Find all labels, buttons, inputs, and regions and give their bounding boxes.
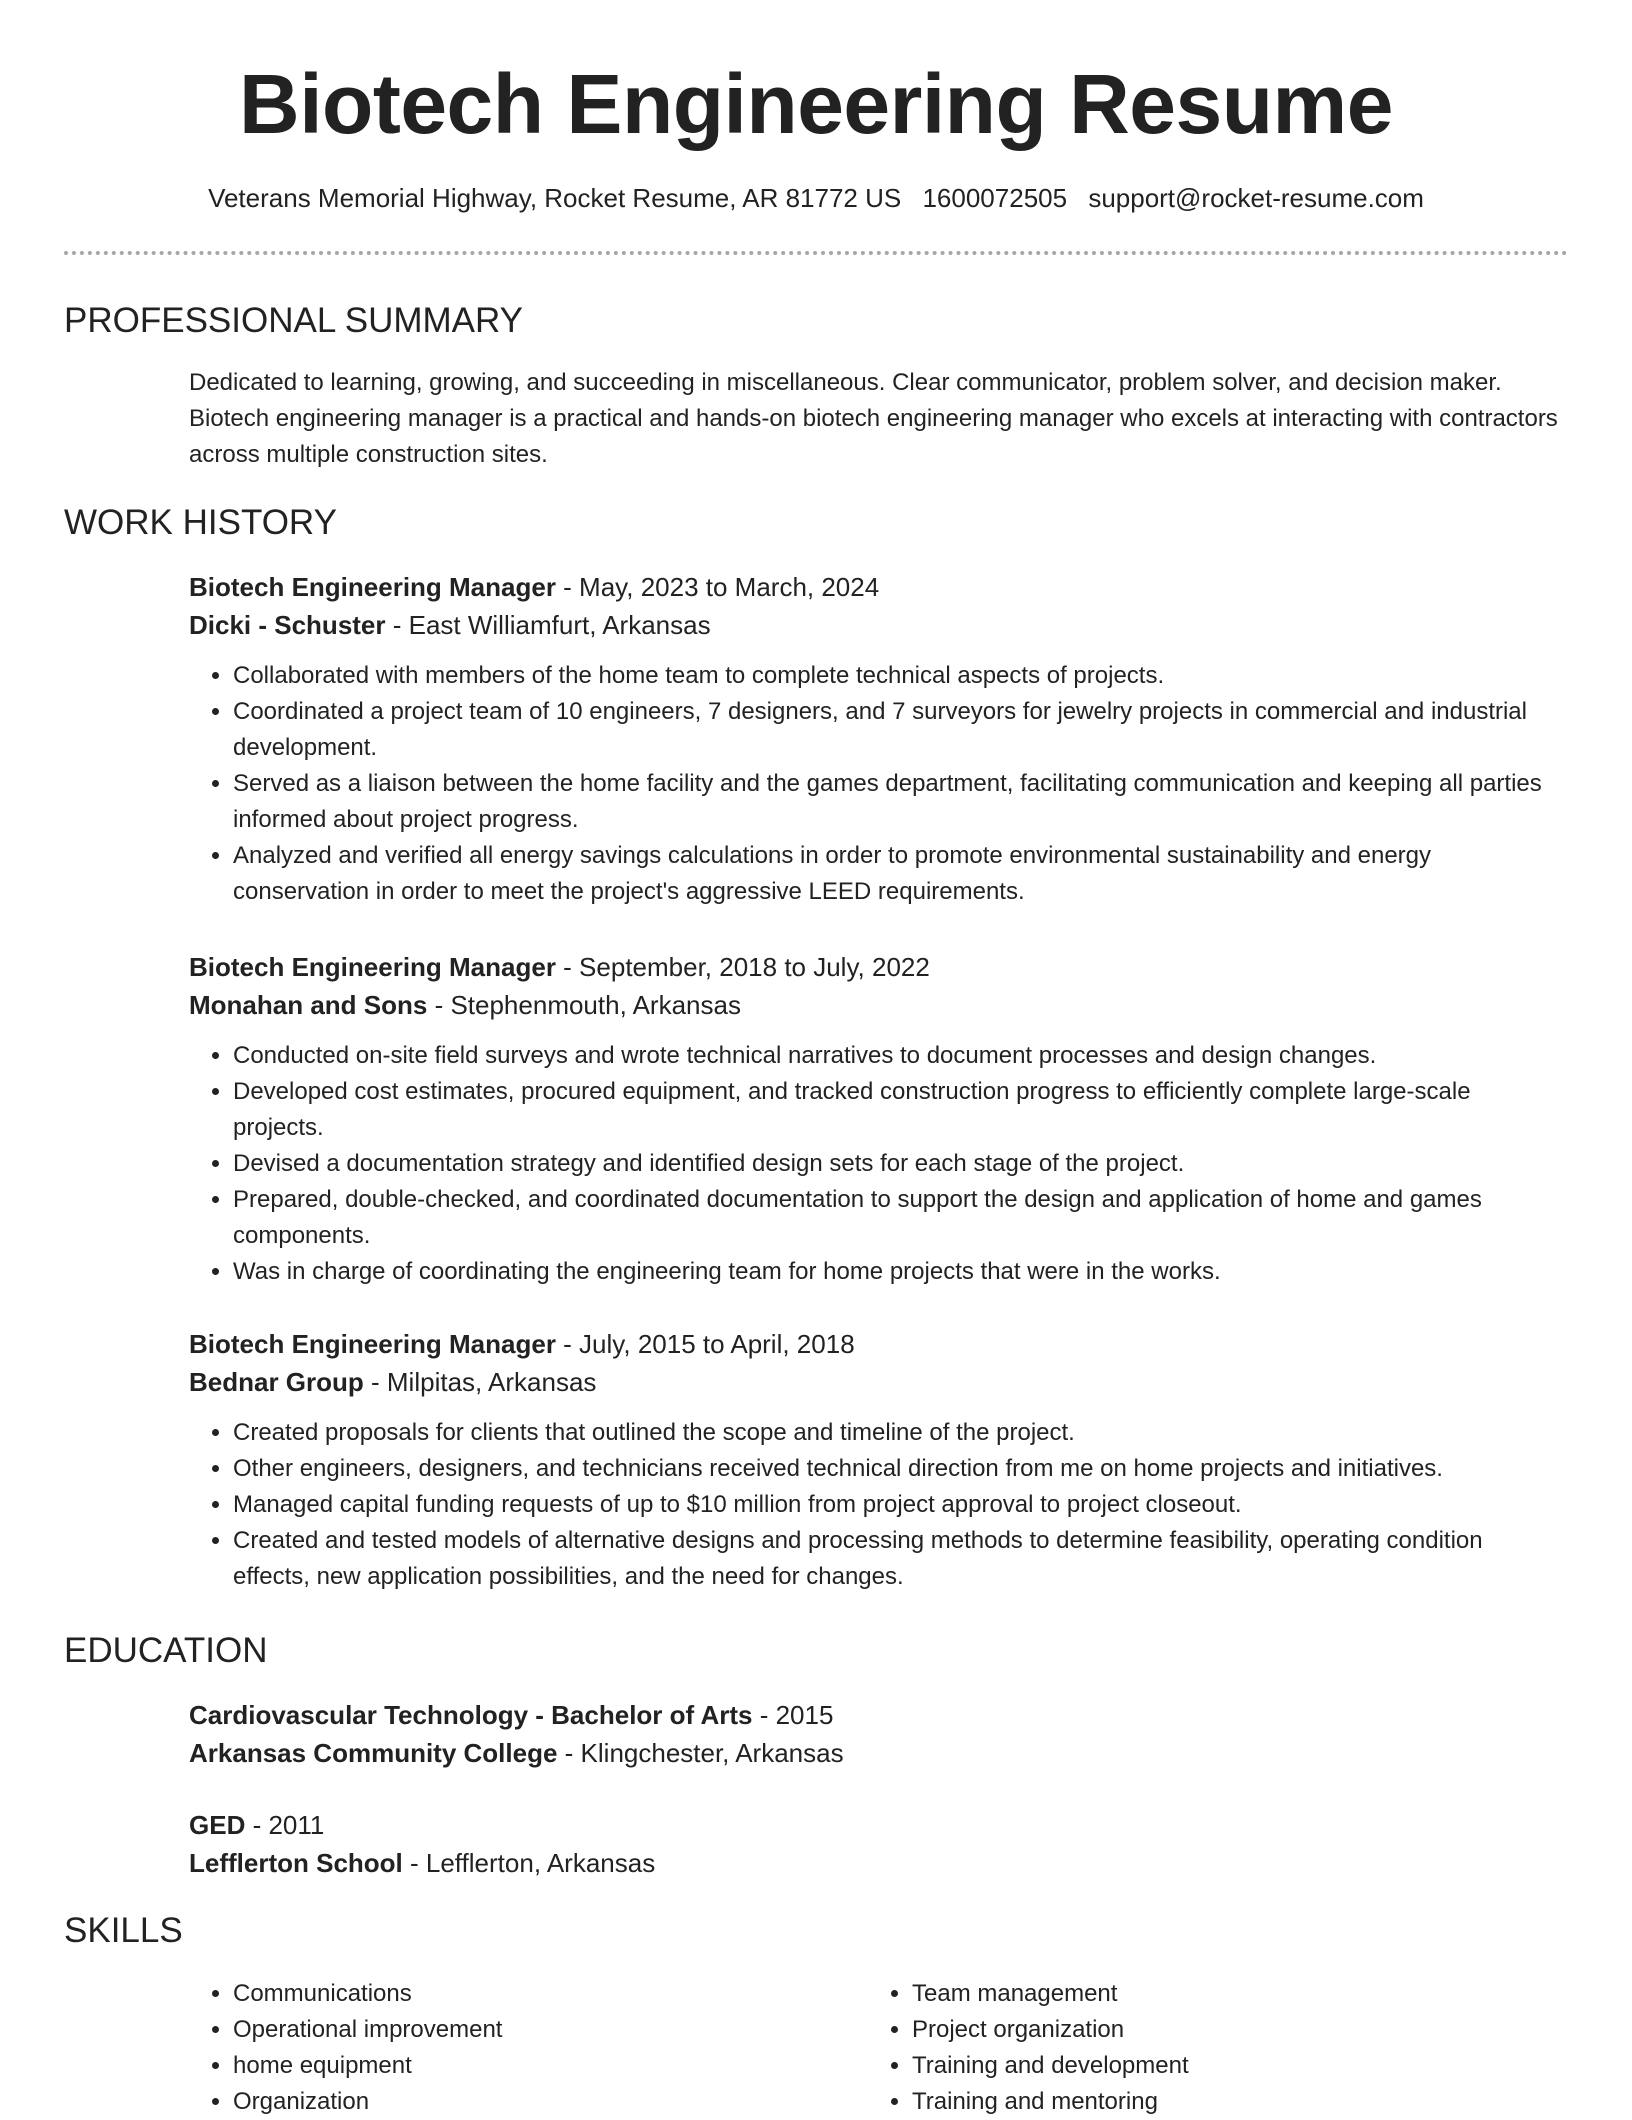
job-bullet: • Coordinated a project team of 10 engineers, 7 designers, and 7 surveyors for jewelry projects in commercial and industrial development. (233, 694, 1559, 766)
job-company-line (189, 606, 1559, 644)
skill-item: • Team management (912, 1976, 1468, 2012)
education-heading: EDUCATION (64, 1631, 268, 1670)
education-degree: GED (189, 1810, 246, 1840)
job-bullet: • Other engineers, designers, and technicians received technical direction from me on home projects and initiatives. (233, 1451, 1559, 1487)
summary-text: Dedicated to learning, growing, and succeeding in miscellaneous. Clear communicator, problem solver, and decision maker. Biotech engineering manager is a practical and hands-on biotech engineering manager who excels at interacting with contractors across multiple construction sites. (189, 369, 1558, 468)
education-school: Arkansas Community College (189, 1738, 558, 1768)
education-location: - Klingchester, Arkansas (557, 1738, 844, 1768)
job-title-line (189, 1325, 1559, 1363)
job-company: Monahan and Sons (189, 990, 428, 1020)
job-dates: - May, 2023 to March, 2024 (555, 572, 880, 602)
education-year: - 2015 (752, 1700, 834, 1730)
skill-item: • Communications (233, 1976, 789, 2012)
job-bullet: • Created and tested models of alternative designs and processing methods to determine feasibility, operating condition effects, new application possibilities, and the need for changes. (233, 1523, 1559, 1595)
job-bullet: • Collaborated with members of the home team to complete technical aspects of projects. (233, 658, 1559, 694)
job-company: Dicki - Schuster (189, 610, 386, 640)
job-bullet: • Managed capital funding requests of up to $10 million from project approval to project closeout. (233, 1487, 1559, 1523)
resume-name: Biotech Engineering Resume (239, 57, 1393, 151)
education-year: - 2011 (245, 1810, 325, 1840)
job-location: - Stephenmouth, Arkansas (427, 990, 741, 1020)
summary-heading: PROFESSIONAL SUMMARY (64, 301, 523, 340)
summary-section (189, 365, 1559, 473)
education-degree-line (189, 1806, 1559, 1844)
job-title-line (189, 568, 1559, 606)
job-location: - Milpitas, Arkansas (363, 1367, 597, 1397)
job-dates: - September, 2018 to July, 2022 (555, 952, 930, 982)
job-title-line (189, 948, 1559, 986)
contact-line (0, 180, 1632, 216)
education-entry-1 (189, 1696, 1559, 1772)
job-bullets (189, 658, 1559, 910)
work-history-heading: WORK HISTORY (64, 503, 337, 542)
job-company-line (189, 986, 1559, 1024)
skill-item: • home equipment (233, 2048, 789, 2084)
job-bullet: • Analyzed and verified all energy savings calculations in order to promote environmental sustainability and energy conservation in order to meet the project's aggressive LEED requirements. (233, 838, 1559, 910)
job-role: Biotech Engineering Manager (189, 1329, 556, 1359)
job-bullet: • Served as a liaison between the home facility and the games department, facilitating communication and keeping all parties informed about project progress. (233, 766, 1559, 838)
education-school-line (189, 1734, 1559, 1772)
skill-item: • Organization (233, 2084, 789, 2120)
skill-item: • Operational improvement (233, 2012, 789, 2048)
job-bullet: • Developed cost estimates, procured equipment, and tracked construction progress to efficiently complete large-scale projects. (233, 1074, 1559, 1146)
education-degree: Cardiovascular Technology - Bachelor of Arts (189, 1700, 753, 1730)
job-location: - East Williamfurt, Arkansas (385, 610, 711, 640)
job-bullet: • Was in charge of coordinating the engineering team for home projects that were in the works. (233, 1254, 1559, 1290)
job-role: Biotech Engineering Manager (189, 952, 556, 982)
contact-phone: 1600072505 (922, 183, 1068, 213)
skills-list (189, 1976, 789, 2120)
header-divider (64, 251, 1568, 255)
education-school: Lefflerton School (189, 1848, 403, 1878)
job-dates: - July, 2015 to April, 2018 (555, 1329, 855, 1359)
job-bullets (189, 1038, 1559, 1290)
job-company-line (189, 1363, 1559, 1401)
job-bullets (189, 1415, 1559, 1595)
contact-email: support@rocket-resume.com (1088, 183, 1424, 213)
job-bullet: • Devised a documentation strategy and identified design sets for each stage of the project. (233, 1146, 1559, 1182)
skills-heading: SKILLS (64, 1911, 183, 1950)
skill-item: • Training and mentoring (912, 2084, 1468, 2120)
job-bullet: • Conducted on-site field surveys and wrote technical narratives to document processes and design changes. (233, 1038, 1559, 1074)
job-bullet: • Created proposals for clients that outlined the scope and timeline of the project. (233, 1415, 1559, 1451)
contact-address: Veterans Memorial Highway, Rocket Resume, AR 81772 US (208, 183, 902, 213)
job-bullet: • Prepared, double-checked, and coordinated documentation to support the design and application of home and games components. (233, 1182, 1559, 1254)
skill-item: • Training and development (912, 2048, 1468, 2084)
skill-item: • Project organization (912, 2012, 1468, 2048)
skills-column-right (868, 1976, 1468, 2120)
job-entry-1 (189, 568, 1559, 910)
education-degree-line (189, 1696, 1559, 1734)
education-school-line (189, 1844, 1559, 1882)
job-entry-2 (189, 948, 1559, 1290)
job-role: Biotech Engineering Manager (189, 572, 556, 602)
skills-list (868, 1976, 1468, 2120)
education-location: - Lefflerton, Arkansas (402, 1848, 656, 1878)
job-entry-3 (189, 1325, 1559, 1595)
education-entry-2 (189, 1806, 1559, 1882)
skills-column-left (189, 1976, 789, 2120)
job-company: Bednar Group (189, 1367, 364, 1397)
